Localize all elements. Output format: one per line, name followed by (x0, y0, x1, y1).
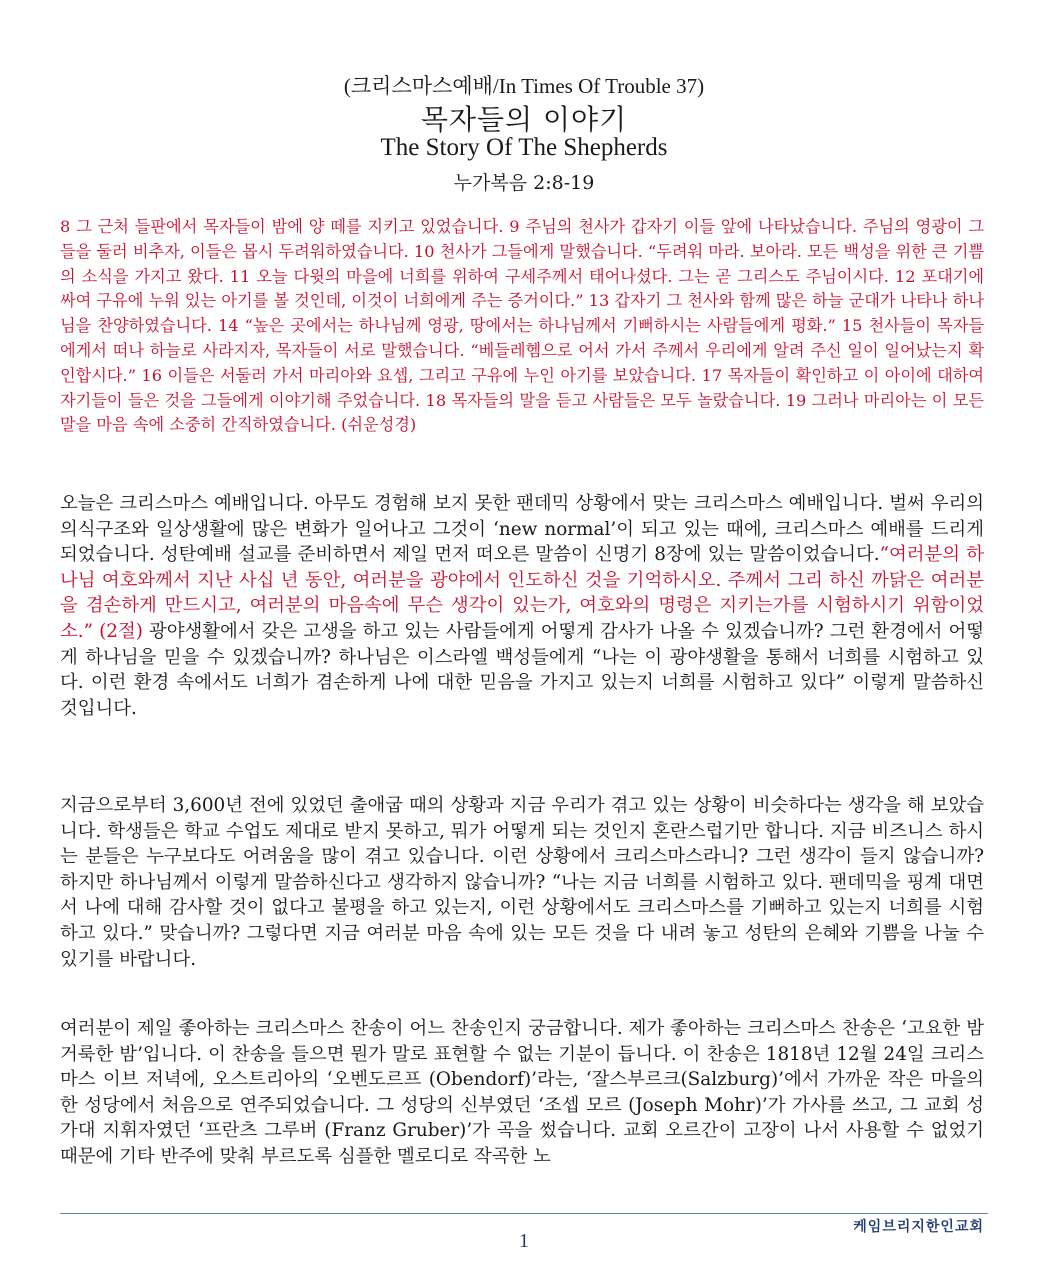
body-paragraph-2: 지금으로부터 3,600년 전에 있었던 출애굽 때의 상황과 지금 우리가 겪고 있는 상황이 비슷하다는 생각을 해 보았습니다. 학생들은 학교 수업도 제대로 받지 못하고, 뭐가 어떻게 되는 것인지 혼란스럽기만 합니다. 지금 비즈니스 하시는 분들은 누구보다도 어려움을 많이 겪고 있습니다. 이런 상황에서 크리스마스라니? 그런 생각이 들지 않습니까? 하지만 하나님께서 이렇게 말씀하신다고 생각하지 않습니까? “나는 지금 너희를 시험하고 있다. 팬데믹을 핑계 대면서 나에 대해 감사할 것이 없다고 불평을 하고 있는지, 이런 상황에서도 크리스마스를 기뻐하고 있는지 너희를 시험하고 있다.” 맞습니까? 그렇다면 지금 여러분 마음 속에 있는 모든 것을 다 내려 놓고 성탄의 은혜와 기쁨을 나눌 수 있기를 바랍니다. (60, 795, 984, 970)
paragraph-1-intro: 오늘은 크리스마스 예배입니다. 아무도 경험해 보지 못한 팬데믹 상황에서 맞는 크리스마스 예배입니다. 벌써 우리의 의식구조와 일상생활에 많은 변화가 일어나고 그것이 ‘new normal’이 되고 있는 때에, 크리스마스 예배를 드리게 되었습니다. 성탄예배 설교를 준비하면서 제일 먼저 떠오른 말씀이 신명기 8장에 있는 말씀이었습니다. (60, 493, 984, 566)
body-paragraph-3: 여러분이 제일 좋아하는 크리스마스 찬송이 어느 찬송인지 궁금합니다. 제가 좋아하는 크리스마스 찬송은 ‘고요한 밤 거룩한 밤’입니다. 이 찬송을 들으면 뭔가 말로 표현할 수 없는 기분이 듭니다. 이 찬송은 1818년 12월 24일 크리스마스 이브 저녁에, 오스트리아의 ‘오벤도르프 (Obendorf)’라는, ‘잘스부르크(Salzburg)’에서 가까운 작은 마을의 한 성당에서 처음으로 연주되었습니다. 그 성당의 신부였던 ‘조셉 모르 (Joseph Mohr)’가 가사를 쓰고, 그 교회 성가대 지휘자였던 ‘프란츠 그루버 (Franz Gruber)’가 곡을 썼습니다. 교회 오르간이 고장이 나서 사용할 수 없었기 때문에 기타 반주에 맞춰 부르도록 심플한 멜로디로 작곡한 노 (60, 1018, 984, 1167)
scripture-reference: 누가복음 2:8-19 (453, 172, 595, 194)
church-name: 케임브리지한인교회 (853, 1219, 984, 1235)
deuteronomy-quote: “여러분의 하나님 여호와께서 지난 사십 년 동안, 여러분을 광야에서 인도하신 것을 기억하시오. 주께서 그리 하신 까닭은 여러분을 겸손하게 만드시고, 여러분의 마음속에 무슨 생각이 있는가, 여호와의 명령은 지키는가를 시험하시기 위함이었소.” (2절) (60, 544, 985, 642)
sermon-series-subtitle: (크리스마스예배/In Times Of Trouble 37) (343, 74, 705, 98)
body-paragraph-1 (60, 491, 984, 721)
paragraph-1-continuation: 광야생활에서 갖은 고생을 하고 있는 사람들에게 어떻게 감사가 나올 수 있겠습니까? 그런 환경에서 어떻게 하나님을 믿을 수 있겠습니까? 하나님은 이스라엘 백성들에게 “나는 이 광야생활을 통해서 너희를 시험하고 있다. 이런 환경 속에서도 너희가 겸손하게 나에 대한 믿음을 가지고 있는지 너희를 시험하고 있다” 이렇게 말씀하신 것입니다. (60, 620, 984, 719)
scripture-passage: 8 그 근처 들판에서 목자들이 밤에 양 떼를 지키고 있었습니다. 9 주님의 천사가 갑자기 이들 앞에 나타났습니다. 주님의 영광이 그들을 둘러 비추자, 이들은 몹시 두려워하였습니다. 10 천사가 그들에게 말했습니다. “두려워 마라. 보아라. 모든 백성을 위한 큰 기쁨의 소식을 가지고 왔다. 11 오늘 다윗의 마을에 너희를 위하여 구세주께서 태어나셨다. 그는 곧 그리스도 주님이시다. 12 포대기에 싸여 구유에 누워 있는 아기를 볼 것인데, 이것이 너희에게 주는 증거이다.” 13 갑자기 그 천사와 함께 많은 하늘 군대가 나타나 하나님을 찬양하였습니다. 14 “높은 곳에서는 하나님께 영광, 땅에서는 하나님께서 기뻐하시는 사람들에게 평화.” 15 천사들이 목자들에게서 떠나 하늘로 사라지자, 목자들이 서로 말했습니다. “베들레헴으로 어서 가서 주께서 우리에게 알려 주신 일이 일어났는지 확인합시다.” 16 이들은 서둘러 가서 마리아와 요셉, 그리고 구유에 누인 아기를 보았습니다. 17 목자들이 확인하고 이 아이에 대하여 자기들이 들은 것을 그들에게 이야기해 주었습니다. 18 목자들의 말을 듣고 사람들은 모두 놀랐습니다. 19 그러나 마리아는 이 모든 말을 마음 속에 소중히 간직하였습니다. (쉬운성경) (60, 217, 984, 435)
footer-divider (60, 1213, 988, 1214)
page-number: 1 (519, 1230, 529, 1252)
sermon-title-korean: 목자들의 이야기 (420, 103, 628, 136)
sermon-title-english: The Story Of The Shepherds (380, 134, 668, 161)
